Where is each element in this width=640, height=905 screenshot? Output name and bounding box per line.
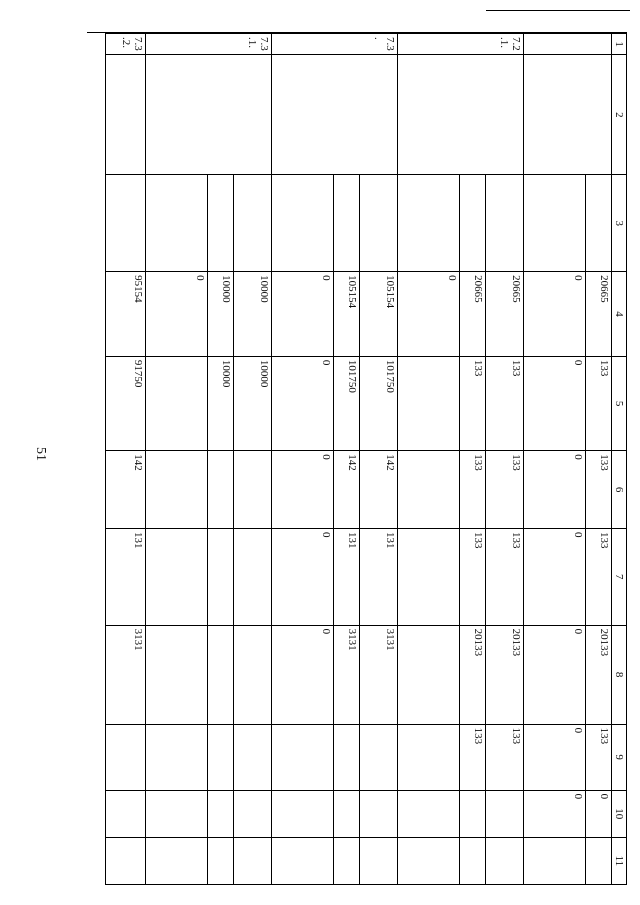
header-col-8: 8 xyxy=(612,625,627,724)
value-cell: 133 xyxy=(586,356,612,450)
page-number: 51 xyxy=(33,447,48,461)
value-cell: 20665 xyxy=(460,272,486,357)
value-cell: 10000 xyxy=(234,272,272,357)
budget-table xyxy=(105,33,627,885)
value-cell: 133 xyxy=(586,724,612,790)
value-cell: 105154 xyxy=(360,272,398,357)
value-cell: 20665 xyxy=(586,272,612,357)
item-name-cell xyxy=(398,55,524,175)
value-cell xyxy=(272,837,334,884)
value-cell: 131 xyxy=(106,528,146,625)
value-cell xyxy=(398,724,460,790)
value-cell xyxy=(208,528,234,625)
table-row xyxy=(360,34,398,885)
row-number-cell: 7.3. xyxy=(272,34,398,55)
value-cell: 95154 xyxy=(106,272,146,357)
value-cell xyxy=(208,724,234,790)
value-cell xyxy=(586,837,612,884)
value-cell: 133 xyxy=(486,724,524,790)
value-cell xyxy=(146,790,208,837)
value-cell: 3131 xyxy=(334,625,360,724)
header-col-5: 5 xyxy=(612,356,627,450)
value-cell: 133 xyxy=(586,451,612,529)
item-name-cell xyxy=(146,55,272,175)
funding-source-cell xyxy=(272,175,334,272)
value-cell: 101750 xyxy=(334,356,360,450)
value-cell: 0 xyxy=(272,272,334,357)
value-cell xyxy=(398,451,460,529)
row-number-cell: 7.2.1. xyxy=(398,34,524,55)
value-cell xyxy=(106,790,146,837)
value-cell: 133 xyxy=(460,451,486,529)
value-cell: 133 xyxy=(486,451,524,529)
value-cell: 133 xyxy=(460,356,486,450)
header-col-6: 6 xyxy=(612,451,627,529)
funding-source-cell xyxy=(146,175,208,272)
scan-edge-line xyxy=(486,10,630,11)
value-cell xyxy=(234,837,272,884)
value-cell: 0 xyxy=(524,272,586,357)
value-cell xyxy=(208,837,234,884)
funding-source-cell xyxy=(106,175,146,272)
funding-source-cell xyxy=(398,175,460,272)
value-cell xyxy=(360,724,398,790)
value-cell xyxy=(234,451,272,529)
value-cell: 0 xyxy=(272,528,334,625)
value-cell: 0 xyxy=(524,528,586,625)
row-number-cell: 7.3.1. xyxy=(146,34,272,55)
value-cell: 133 xyxy=(460,724,486,790)
header-col-1: 1 xyxy=(612,34,627,55)
value-cell xyxy=(106,724,146,790)
item-name-cell xyxy=(272,55,398,175)
value-cell: 0 xyxy=(146,272,208,357)
value-cell: 3131 xyxy=(106,625,146,724)
value-cell: 131 xyxy=(334,528,360,625)
value-cell xyxy=(398,356,460,450)
row-number-cell: 7.3.2. xyxy=(106,34,146,55)
item-name-cell xyxy=(524,55,612,175)
value-cell xyxy=(208,790,234,837)
funding-source-cell xyxy=(524,175,586,272)
value-cell xyxy=(460,837,486,884)
value-cell xyxy=(272,724,334,790)
header-col-9: 9 xyxy=(612,724,627,790)
value-cell: 0 xyxy=(272,356,334,450)
value-cell: 101750 xyxy=(360,356,398,450)
funding-source-cell xyxy=(586,175,612,272)
value-cell xyxy=(524,837,586,884)
value-cell xyxy=(146,837,208,884)
value-cell: 133 xyxy=(486,528,524,625)
value-cell xyxy=(146,724,208,790)
value-cell: 20133 xyxy=(586,625,612,724)
header-row xyxy=(612,34,627,885)
value-cell xyxy=(460,790,486,837)
funding-source-cell xyxy=(486,175,524,272)
value-cell xyxy=(334,724,360,790)
value-cell: 20133 xyxy=(460,625,486,724)
value-cell: 0 xyxy=(272,625,334,724)
funding-source-cell xyxy=(234,175,272,272)
value-cell: 142 xyxy=(334,451,360,529)
value-cell: 20665 xyxy=(486,272,524,357)
value-cell xyxy=(398,837,460,884)
funding-source-cell xyxy=(460,175,486,272)
value-cell: 133 xyxy=(486,356,524,450)
value-cell xyxy=(334,837,360,884)
value-cell xyxy=(106,837,146,884)
value-cell xyxy=(146,528,208,625)
value-cell: 0 xyxy=(524,724,586,790)
value-cell xyxy=(146,356,208,450)
value-cell: 0 xyxy=(524,451,586,529)
value-cell xyxy=(146,451,208,529)
value-cell: 3131 xyxy=(360,625,398,724)
value-cell xyxy=(398,528,460,625)
value-cell: 0 xyxy=(524,625,586,724)
header-col-4: 4 xyxy=(612,272,627,357)
value-cell: 20133 xyxy=(486,625,524,724)
funding-source-cell xyxy=(208,175,234,272)
table-row xyxy=(486,34,524,885)
header-col-11: 11 xyxy=(612,837,627,884)
header-col-10: 10 xyxy=(612,790,627,837)
value-cell: 133 xyxy=(460,528,486,625)
value-cell xyxy=(486,790,524,837)
budget-table-frame xyxy=(87,32,627,885)
value-cell: 10000 xyxy=(208,356,234,450)
value-cell xyxy=(398,790,460,837)
value-cell xyxy=(234,528,272,625)
value-cell: 0 xyxy=(586,790,612,837)
value-cell: 105154 xyxy=(334,272,360,357)
value-cell: 91750 xyxy=(106,356,146,450)
table-row xyxy=(106,34,146,885)
value-cell: 0 xyxy=(272,451,334,529)
header-col-2: 2 xyxy=(612,55,627,175)
value-cell: 142 xyxy=(106,451,146,529)
item-name-cell xyxy=(106,55,146,175)
value-cell: 10000 xyxy=(234,356,272,450)
value-cell xyxy=(272,790,334,837)
value-cell: 142 xyxy=(360,451,398,529)
table-row xyxy=(234,34,272,885)
header-col-7: 7 xyxy=(612,528,627,625)
value-cell: 10000 xyxy=(208,272,234,357)
value-cell xyxy=(234,724,272,790)
value-cell: 133 xyxy=(586,528,612,625)
value-cell xyxy=(146,625,208,724)
value-cell xyxy=(208,625,234,724)
value-cell: 0 xyxy=(398,272,460,357)
funding-source-cell xyxy=(360,175,398,272)
rotated-table-container xyxy=(87,33,627,885)
value-cell xyxy=(398,625,460,724)
value-cell: 131 xyxy=(360,528,398,625)
value-cell xyxy=(208,451,234,529)
value-cell: 0 xyxy=(524,356,586,450)
table-row xyxy=(586,34,612,885)
value-cell xyxy=(486,837,524,884)
row-number-cell xyxy=(524,34,612,55)
value-cell xyxy=(360,790,398,837)
header-col-3: 3 xyxy=(612,175,627,272)
value-cell xyxy=(360,837,398,884)
value-cell xyxy=(234,625,272,724)
value-cell xyxy=(234,790,272,837)
value-cell: 0 xyxy=(524,790,586,837)
funding-source-cell xyxy=(334,175,360,272)
value-cell xyxy=(334,790,360,837)
